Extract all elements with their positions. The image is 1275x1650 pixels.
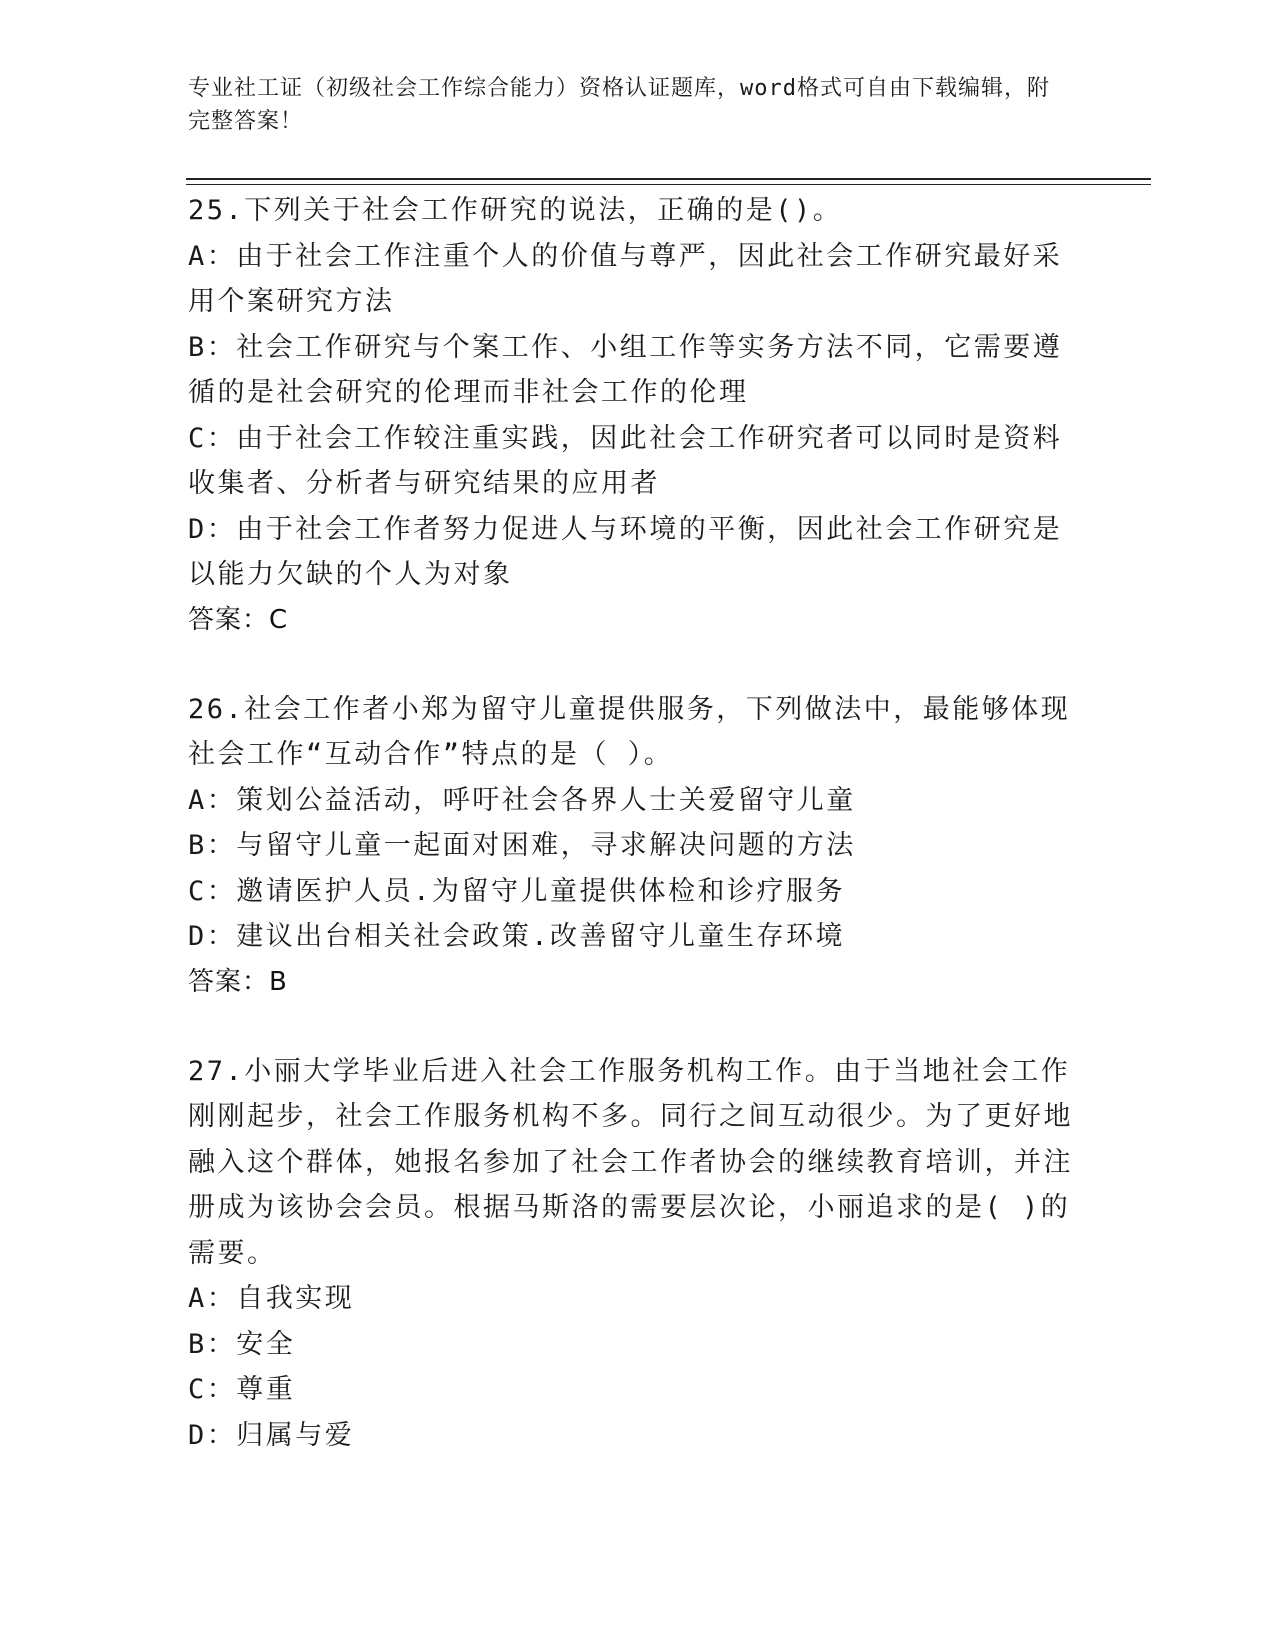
option-a: A：由于社会工作注重个人的价值与尊严，因此社会工作研究最好采用个案研究方法 bbox=[188, 240, 1063, 317]
option-b: B：安全 bbox=[188, 1328, 296, 1360]
question-spacer bbox=[188, 1005, 1078, 1049]
question-stem: 26.社会工作者小郑为留守儿童提供服务，下列做法中，最能够体现社会工作“互动合作”特点的是（ ）。 bbox=[188, 693, 1071, 770]
option-a: A：策划公益活动，呼吁社会各界人士关爱留守儿童 bbox=[188, 784, 856, 816]
question-spacer bbox=[188, 643, 1078, 687]
option-b: B：与留守儿童一起面对困难，寻求解决问题的方法 bbox=[188, 830, 856, 861]
question-stem: 25.下列关于社会工作研究的说法，正确的是()。 bbox=[188, 195, 843, 226]
option-d: D：归属与爱 bbox=[188, 1419, 355, 1451]
answer-label: 答案：B bbox=[188, 966, 288, 997]
header-divider-thin bbox=[186, 184, 1151, 185]
question-25 bbox=[188, 188, 1078, 643]
header-divider-thick bbox=[186, 178, 1151, 180]
question-list bbox=[188, 188, 1078, 1458]
option-a: A：自我实现 bbox=[188, 1283, 355, 1314]
question-26 bbox=[188, 687, 1078, 1005]
option-b: B：社会工作研究与个案工作、小组工作等实务方法不同，它需要遵循的是社会研究的伦理而非社会工作的伦理 bbox=[188, 331, 1063, 408]
option-c: C：邀请医护人员.为留守儿童提供体检和诊疗服务 bbox=[188, 875, 846, 907]
question-stem: 27.小丽大学毕业后进入社会工作服务机构工作。由于当地社会工作刚刚起步，社会工作服务机构不多。同行之间互动很少。为了更好地融入这个群体，她报名参加了社会工作者协会的继续教育培训，并注册成为该协会会员。根据马斯洛的需要层次论，小丽追求的是( )的需要。 bbox=[188, 1055, 1073, 1269]
option-c: C：由于社会工作较注重实践，因此社会工作研究者可以同时是资料收集者、分析者与研究结果的应用者 bbox=[188, 422, 1063, 499]
answer-label: 答案：C bbox=[188, 604, 289, 635]
option-c: C：尊重 bbox=[188, 1374, 296, 1405]
option-d: D：建议出台相关社会政策.改善留守儿童生存环境 bbox=[188, 921, 846, 952]
header-title: 专业社工证（初级社会工作综合能力）资格认证题库，word格式可自由下载编辑，附完整答案！ bbox=[188, 76, 1050, 134]
document-header bbox=[188, 72, 1068, 138]
question-27 bbox=[188, 1049, 1078, 1459]
option-d: D：由于社会工作者努力促进人与环境的平衡，因此社会工作研究是以能力欠缺的个人为对象 bbox=[188, 513, 1063, 590]
